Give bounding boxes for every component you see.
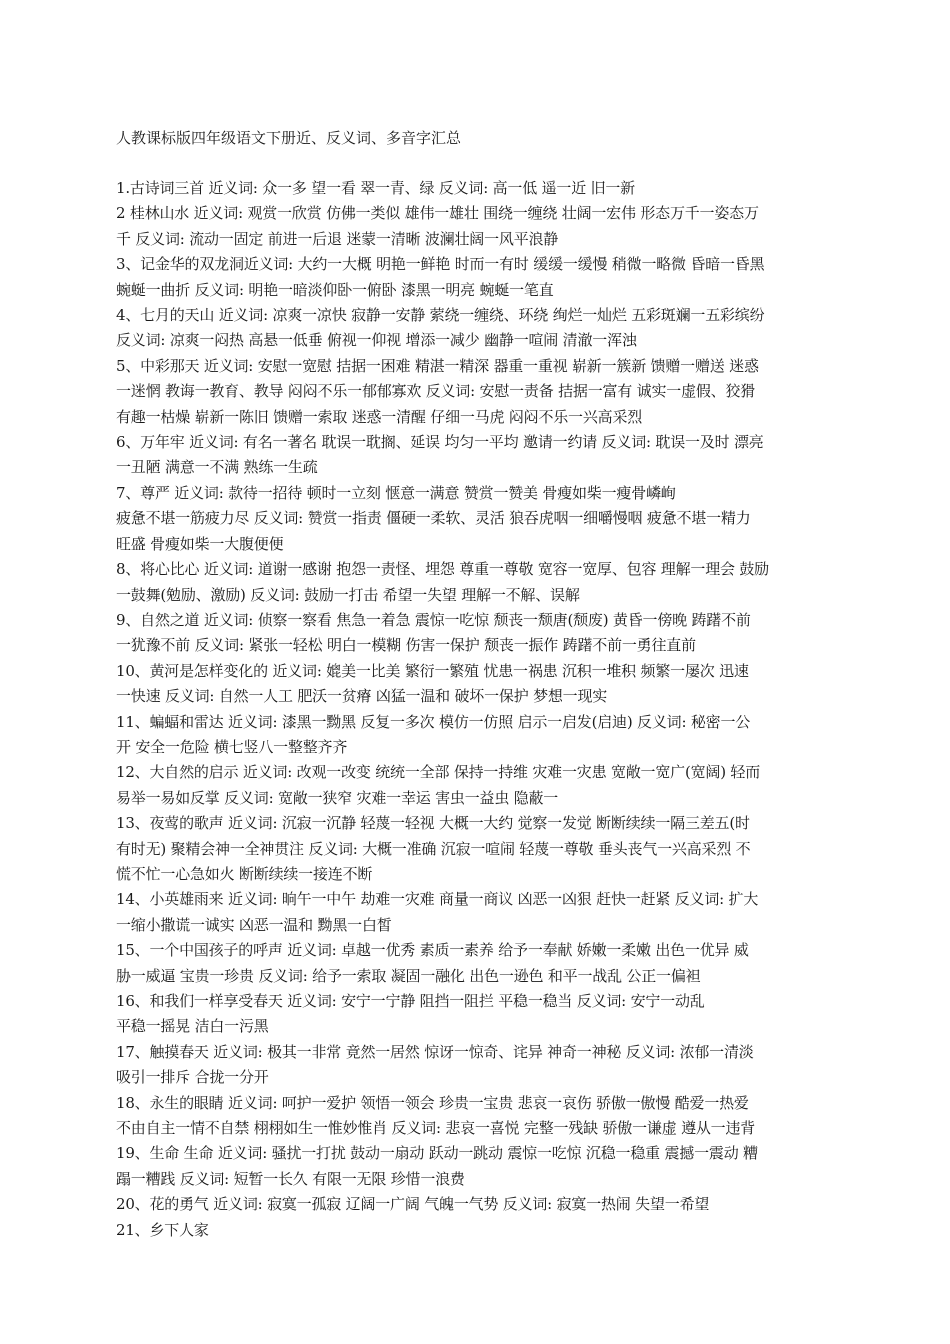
document-title: 人教课标版四年级语文下册近、反义词、多音字汇总 [116, 129, 462, 147]
text-line: 8、将心比心 近义词: 道谢一感谢 抱怨一责怪、埋怨 尊重一尊敬 宽容一宽厚、包容 理解一理会 鼓励 [116, 560, 769, 579]
text-line: 14、小英雄雨来 近义词: 晌午一中午 劫难一灾难 商量一商议 凶恶一凶狠 赶快一赶紧 反义词: 扩大 [116, 890, 759, 909]
text-line: 20、花的勇气 近义词: 寂寞一孤寂 辽阔一广阔 气魄一气势 反义词: 寂寞一热闹 失望一希望 [116, 1195, 710, 1214]
text-line: 平稳一摇晃 洁白一污黑 [116, 1017, 269, 1036]
text-line: 有趣一枯燥 崭新一陈旧 馈赠一索取 迷惑一清醒 仔细一马虎 闷闷不乐一兴高采烈 [116, 407, 643, 426]
text-line: 4、七月的天山 近义词: 凉爽一凉快 寂静一安静 萦绕一缠绕、环绕 绚烂一灿烂 五彩斑斓一五彩缤纷 [116, 306, 765, 325]
text-line: 一鼓舞(勉励、激励) 反义词: 鼓励一打击 希望一失望 理解一不解、误解 [116, 585, 580, 604]
text-line: 13、夜莺的歌声 近义词: 沉寂一沉静 轻蔑一轻视 大概一大约 觉察一发觉 断断续续一隔三差五(时 [116, 814, 750, 833]
text-line: 一迷惘 教诲一教育、教导 闷闷不乐一郁郁寡欢 反义词: 安慰一责备 拮据一富有 诚实一虚假、狡猾 [116, 382, 756, 401]
text-line: 反义词: 凉爽一闷热 高悬一低垂 俯视一仰视 增添一减少 幽静一喧闹 清澈一浑浊 [116, 331, 637, 350]
text-line: 3、记金华的双龙洞近义词: 大约一大概 明艳一鲜艳 时而一有时 缓缓一缓慢 稍微一略微 昏暗一昏黑 [116, 255, 765, 274]
text-line: 一缩小撒谎一诚实 凶恶一温和 黝黑一白皙 [116, 915, 392, 934]
text-line: 7、尊严 近义词: 款待一招待 顿时一立刻 惬意一满意 赞赏一赞美 骨瘦如柴一瘦骨嶙峋 [116, 483, 676, 502]
text-line: 2 桂林山水 近义词: 观赏一欣赏 仿佛一类似 雄伟一雄壮 围绕一缠绕 壮阔一宏伟 形态万千一姿态万 [116, 204, 759, 223]
text-line: 5、中彩那天 近义词: 安慰一宽慰 拮据一困难 精湛一精深 器重一重视 崭新一簇新 馈赠一赠送 迷惑 [116, 356, 759, 375]
text-line: 慌不忙一心急如火 断断续续一接连不断 [116, 864, 373, 883]
vocabulary-list [116, 176, 842, 1243]
text-line: 15、一个中国孩子的呼声 近义词: 卓越一优秀 素质一素养 给予一奉献 娇嫩一柔嫩 出色一优异 威 [116, 941, 749, 960]
text-line: 10、黄河是怎样变化的 近义词: 媲美一比美 繁衍一繁殖 忧患一祸患 沉积一堆积 频繁一屡次 迅速 [116, 661, 749, 680]
text-line: 6、万年牢 近义词: 有名一著名 耽误一耽搁、延误 均匀一平均 邀请一约请 反义词: 耽误一及时 漂亮 [116, 433, 764, 452]
text-line: 疲惫不堪一筋疲力尽 反义词: 赞赏一指责 僵硬一柔软、灵活 狼吞虎咽一细嚼慢咽 疲惫不堪一精力 [116, 509, 751, 528]
text-line: 旺盛 骨瘦如柴一大腹便便 [116, 534, 284, 553]
text-line: 蜿蜒一曲折 反义词: 明艳一暗淡仰卧一俯卧 漆黑一明亮 蜿蜒一笔直 [116, 280, 554, 299]
text-line: 一快速 反义词: 自然一人工 肥沃一贫瘠 凶猛一温和 破坏一保护 梦想一现实 [116, 687, 608, 706]
text-line: 胁一威逼 宝贵一珍贵 反义词: 给予一索取 凝固一融化 出色一逊色 和平一战乱 公正一偏袒 [116, 966, 701, 985]
text-line: 18、永生的眼睛 近义词: 呵护一爱护 领悟一领会 珍贵一宝贵 悲哀一哀伤 骄傲一傲慢 酷爱一热爱 [116, 1093, 749, 1112]
text-line: 吸引一排斥 合拢一分开 [116, 1068, 269, 1087]
text-line: 11、蝙蝠和雷达 近义词: 漆黑一黝黑 反复一多次 模仿一仿照 启示一启发(启迪) 反义词: 秘密一公 [116, 712, 751, 731]
text-line: 一丑陋 满意一不满 熟练一生疏 [116, 458, 318, 477]
text-line: 开 安全一危险 横七竖八一整整齐齐 [116, 737, 348, 756]
text-line: 19、生命 生命 近义词: 骚扰一打扰 鼓动一扇动 跃动一跳动 震惊一吃惊 沉稳一稳重 震撼一震动 糟 [116, 1144, 758, 1163]
text-line: 易举一易如反掌 反义词: 宽敞一狭窄 灾难一幸运 害虫一益虫 隐蔽一 [116, 788, 559, 807]
text-line: 12、大自然的启示 近义词: 改观一改变 统统一全部 保持一持维 灾难一灾患 宽敞一宽广(宽阔) 轻而 [116, 763, 761, 782]
text-line: 1.古诗词三首 近义词: 众一多 望一看 翠一青、绿 反义词: 高一低 遥一近 旧一新 [116, 179, 635, 197]
text-line: 蹋一糟践 反义词: 短暂一长久 有限一无限 珍惜一浪费 [116, 1169, 465, 1188]
text-line: 9、自然之道 近义词: 侦察一察看 焦急一着急 震惊一吃惊 颓丧一颓唐(颓废) 黄昏一傍晚 踌躇不前 [116, 610, 751, 629]
text-line: 千 反义词: 流动一固定 前进一后退 迷蒙一清晰 波澜壮阔一风平浪静 [116, 229, 559, 248]
text-line: 不由自主一情不自禁 栩栩如生一惟妙惟肖 反义词: 悲哀一喜悦 完整一残缺 骄傲一谦虚 遵从一违背 [116, 1119, 756, 1138]
text-line: 一犹豫不前 反义词: 紧张一轻松 明白一模糊 伤害一保护 颓丧一振作 踌躇不前一勇往直前 [116, 636, 696, 655]
text-line: 有时无) 聚精会神一全神贯注 反义词: 大概一准确 沉寂一喧闹 轻蔑一尊敬 垂头丧气一兴高采烈 不 [116, 839, 751, 858]
text-line: 17、触摸春天 近义词: 极其一非常 竟然一居然 惊讶一惊奇、诧异 神奇一神秘 反义词: 浓郁一清淡 [116, 1042, 754, 1061]
text-line: 16、和我们一样享受春天 近义词: 安宁一宁静 阻挡一阻拦 平稳一稳当 反义词: 安宁一动乱 [116, 992, 705, 1010]
text-line: 21、乡下人家 [116, 1220, 209, 1239]
